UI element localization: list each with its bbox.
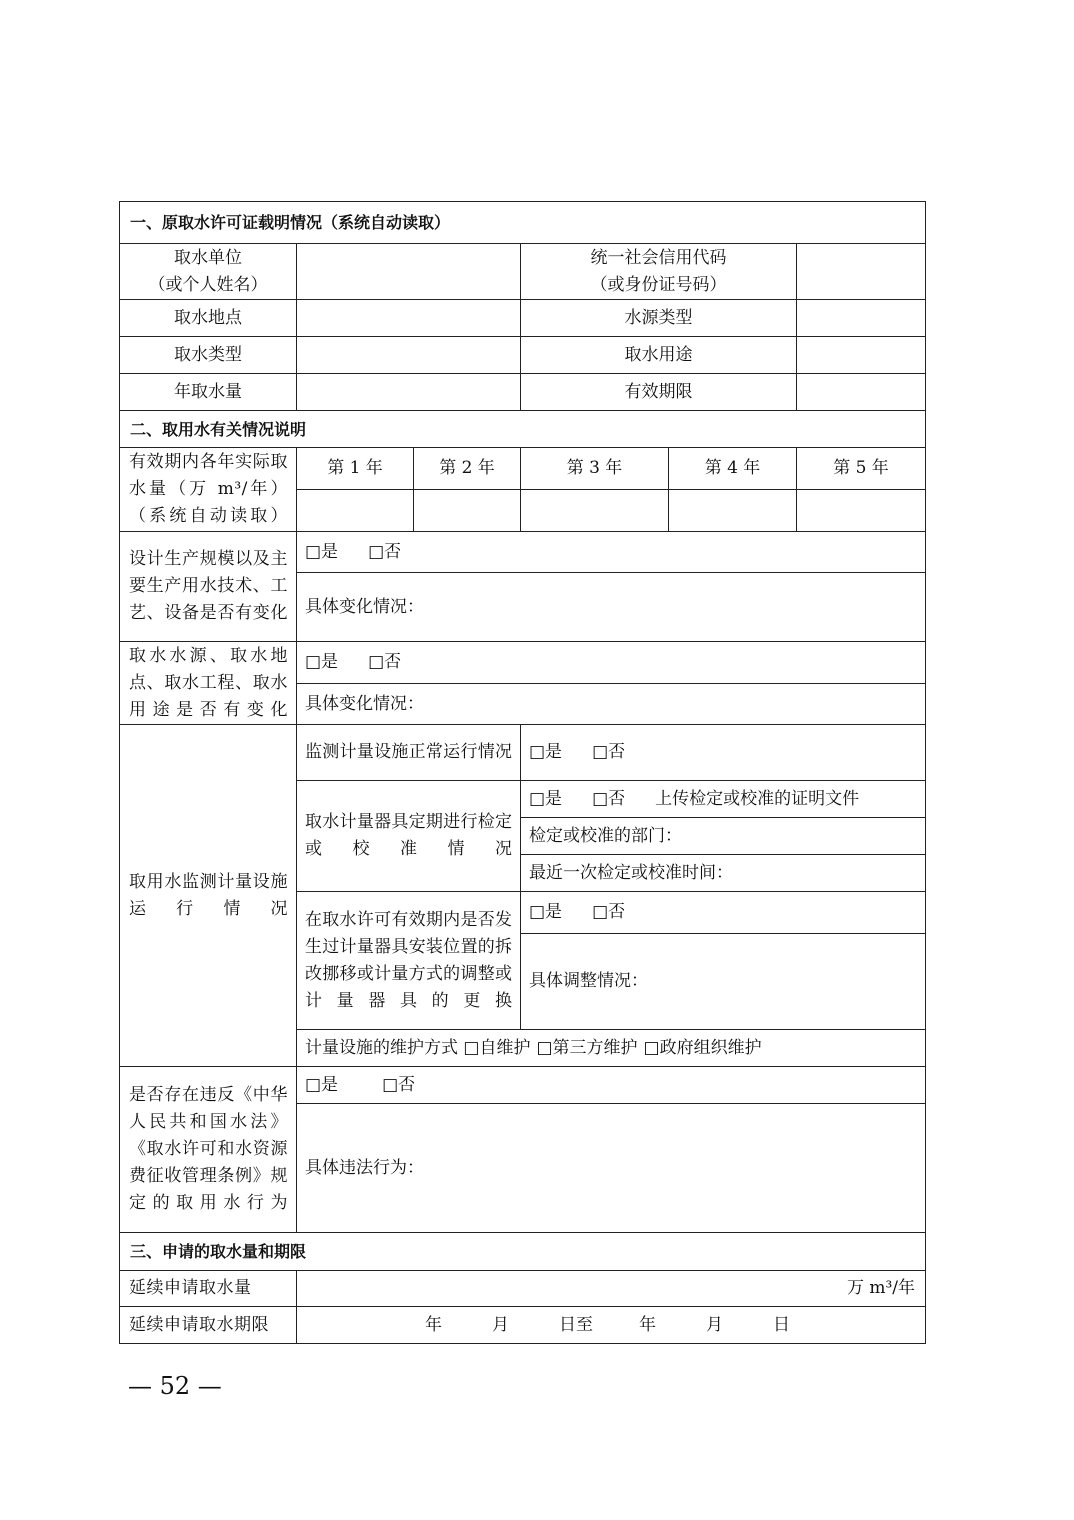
year-4-header: 第 4 年	[669, 448, 797, 490]
adjustment-detail[interactable]: 具体调整情况：	[521, 934, 926, 1030]
source-change-detail[interactable]: 具体变化情况：	[297, 684, 926, 725]
source-no-checkbox[interactable]: □否	[368, 652, 402, 672]
relocation-options	[521, 892, 926, 934]
credit-code-label	[521, 244, 797, 300]
credit-code-value[interactable]	[797, 244, 926, 300]
source-yes-checkbox[interactable]: □是	[305, 652, 339, 672]
period-year: 年	[425, 1314, 442, 1335]
calibration-label: 取水计量器具定期进行检定或校准情况	[297, 781, 521, 892]
last-calibration-time[interactable]: 最近一次检定或校准时间：	[521, 855, 926, 892]
water-permit-form	[119, 201, 926, 1344]
actual-intake-label: 有效期内各年实际取水量（万 m³/年）（系统自动读取）	[120, 448, 297, 532]
year-2-header: 第 2 年	[414, 448, 521, 490]
period-month: 月	[492, 1314, 509, 1335]
year-3-header: 第 3 年	[521, 448, 669, 490]
production-no-checkbox[interactable]: □否	[368, 541, 402, 562]
operation-yes-checkbox[interactable]: □是	[529, 742, 563, 762]
calibration-options	[521, 781, 926, 818]
violation-options	[297, 1067, 926, 1104]
year-2-value[interactable]	[414, 490, 521, 532]
source-type-value[interactable]	[797, 300, 926, 337]
normal-operation-label: 监测计量设施正常运行情况	[297, 725, 521, 781]
credit-label-line1: 统一社会信用代码	[590, 247, 727, 268]
violation-no-checkbox[interactable]: □否	[382, 1074, 416, 1095]
amount-unit: 万 m³/年	[846, 1278, 916, 1298]
calibration-yes-checkbox[interactable]: □是	[529, 788, 563, 809]
location-label: 取水地点	[120, 300, 297, 337]
year-1-value[interactable]	[297, 490, 414, 532]
maintenance-row	[297, 1030, 926, 1067]
usage-label: 取水用途	[521, 337, 797, 374]
unit-label	[120, 244, 297, 300]
production-yes-checkbox[interactable]: □是	[305, 541, 339, 562]
calibration-department[interactable]: 检定或校准的部门：	[521, 818, 926, 855]
relocation-no-checkbox[interactable]: □否	[592, 902, 626, 922]
amount-label: 延续申请取水量	[120, 1271, 297, 1307]
unit-label-line1: 取水单位	[174, 247, 242, 268]
relocation-yes-checkbox[interactable]: □是	[529, 902, 563, 922]
period-value[interactable]	[297, 1307, 926, 1344]
violation-yes-checkbox[interactable]: □是	[305, 1074, 339, 1095]
violation-label: 是否存在违反《中华人民共和国水法》《取水许可和水资源费征收管理条例》规定的取用水行为	[120, 1067, 297, 1233]
source-change-options	[297, 642, 926, 684]
year-3-value[interactable]	[521, 490, 669, 532]
intake-type-value[interactable]	[297, 337, 521, 374]
period-month-end: 月	[706, 1314, 723, 1335]
normal-operation-options	[521, 725, 926, 781]
period-label: 延续申请取水期限	[120, 1307, 297, 1344]
relocation-label: 在取水许可有效期内是否发生过计量器具安装位置的拆改挪移或计量方式的调整或计量器具的更换	[297, 892, 521, 1030]
amount-value[interactable]	[297, 1271, 926, 1307]
section2-title: 二、取用水有关情况说明	[120, 411, 926, 448]
calibration-no-checkbox[interactable]: □否	[592, 788, 626, 809]
source-change-label: 取水水源、取水地点、取水工程、取水用途是否有变化	[120, 642, 297, 725]
intake-type-label: 取水类型	[120, 337, 297, 374]
source-type-label: 水源类型	[521, 300, 797, 337]
period-day-to: 日至	[559, 1314, 593, 1335]
period-day-end: 日	[773, 1314, 790, 1335]
maintenance-third-party-checkbox[interactable]: □第三方维护	[536, 1037, 638, 1058]
annual-amount-label: 年取水量	[120, 374, 297, 411]
operation-no-checkbox[interactable]: □否	[592, 742, 626, 762]
year-1-header: 第 1 年	[297, 448, 414, 490]
maintenance-label: 计量设施的维护方式	[305, 1037, 458, 1058]
validity-label: 有效期限	[521, 374, 797, 411]
unit-value[interactable]	[297, 244, 521, 300]
credit-label-line2: （或身份证号码）	[590, 274, 727, 295]
section3-title: 三、申请的取水量和期限	[120, 1233, 926, 1271]
year-5-header: 第 5 年	[797, 448, 926, 490]
section1-title: 一、原取水许可证载明情况（系统自动读取）	[120, 202, 926, 244]
year-5-value[interactable]	[797, 490, 926, 532]
usage-value[interactable]	[797, 337, 926, 374]
page-number: — 52 —	[128, 1372, 222, 1400]
violation-detail[interactable]: 具体违法行为：	[297, 1104, 926, 1233]
production-change-label: 设计生产规模以及主要生产用水技术、工艺、设备是否有变化	[120, 532, 297, 642]
monitoring-label: 取用水监测计量设施运行情况	[120, 725, 297, 1067]
production-change-options	[297, 532, 926, 573]
maintenance-government-checkbox[interactable]: □政府组织维护	[643, 1037, 762, 1058]
production-change-detail[interactable]: 具体变化情况：	[297, 573, 926, 642]
location-value[interactable]	[297, 300, 521, 337]
annual-amount-value[interactable]	[297, 374, 521, 411]
upload-certificate-link[interactable]: 上传检定或校准的证明文件	[655, 788, 860, 809]
unit-label-line2: （或个人姓名）	[148, 274, 268, 295]
period-year-end: 年	[639, 1314, 656, 1335]
year-4-value[interactable]	[669, 490, 797, 532]
validity-value[interactable]	[797, 374, 926, 411]
maintenance-self-checkbox[interactable]: □自维护	[463, 1037, 531, 1058]
